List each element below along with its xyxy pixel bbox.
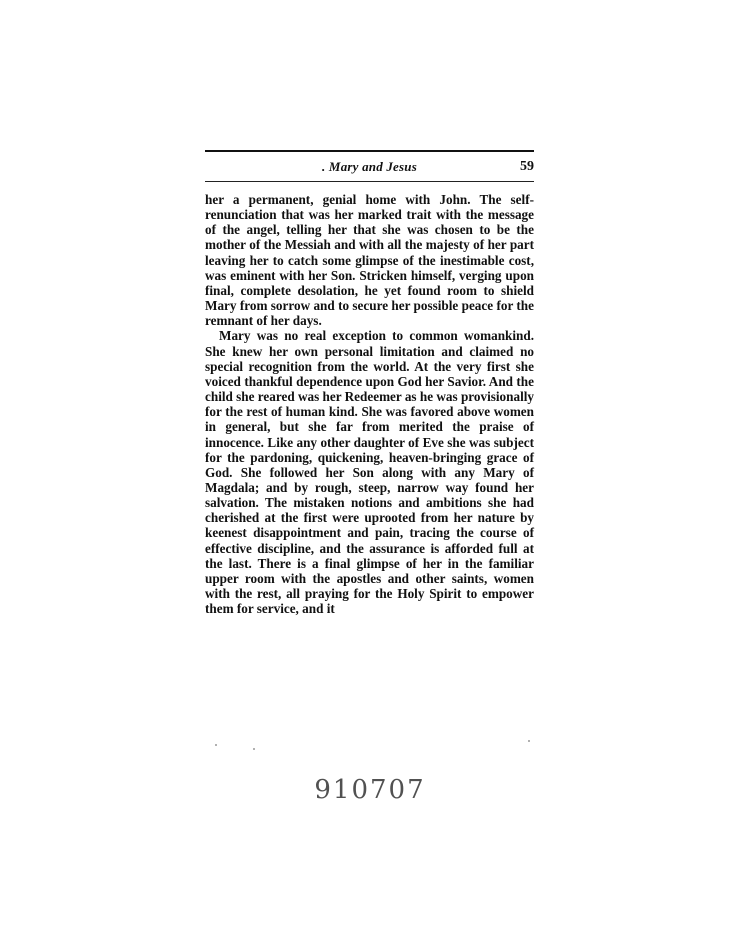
page-number: 59 <box>520 159 534 174</box>
paragraph-continuation: her a permanent, genial home with John. The self-renunciation that was her marked trait with the message of the angel, telling her that she was chosen to be the mother of the Messiah and with all the majesty of her part leaving her to catch some glimpse of the inestimable cost, was eminent with her Son. Stricken himself, verging upon final, complete desolation, he yet found room to shield Mary from sorrow and to secure her possible peace for the remnant of her days. <box>205 192 534 329</box>
header-rule-bottom <box>205 181 534 182</box>
body-text <box>205 192 534 616</box>
scan-speck <box>215 744 217 746</box>
scan-speck <box>528 740 530 742</box>
running-title: . Mary and Jesus <box>322 159 417 174</box>
scan-speck <box>253 748 255 750</box>
accession-stamp: 910707 <box>314 775 426 805</box>
paragraph: Mary was no real exception to common womankind. She knew her own personal limitation and claimed no special recognition from the world. At the very first she voiced thankful dependence upon God her Savior. And the child she reared was her Redeemer as he was provisionally for the rest of human kind. She was favored above women in general, but she far from merited the praise of innocence. Like any other daughter of Eve she was subject for the pardoning, quickening, heaven-bringing grace of God. She followed her Son along with any Mary of Magdala; and by rough, steep, narrow way found her salvation. The mistaken notions and ambitions she had cherished at the first were uprooted from her nature by keenest disappointment and pain, tracing the course of effective discipline, and the assurance is afforded full at the last. There is a final glimpse of her in the familiar upper room with the apostles and other saints, women with the rest, all praying for the Holy Spirit to empower them for service, and it <box>205 328 534 617</box>
page-header <box>205 156 534 178</box>
header-rule-top <box>205 150 534 152</box>
